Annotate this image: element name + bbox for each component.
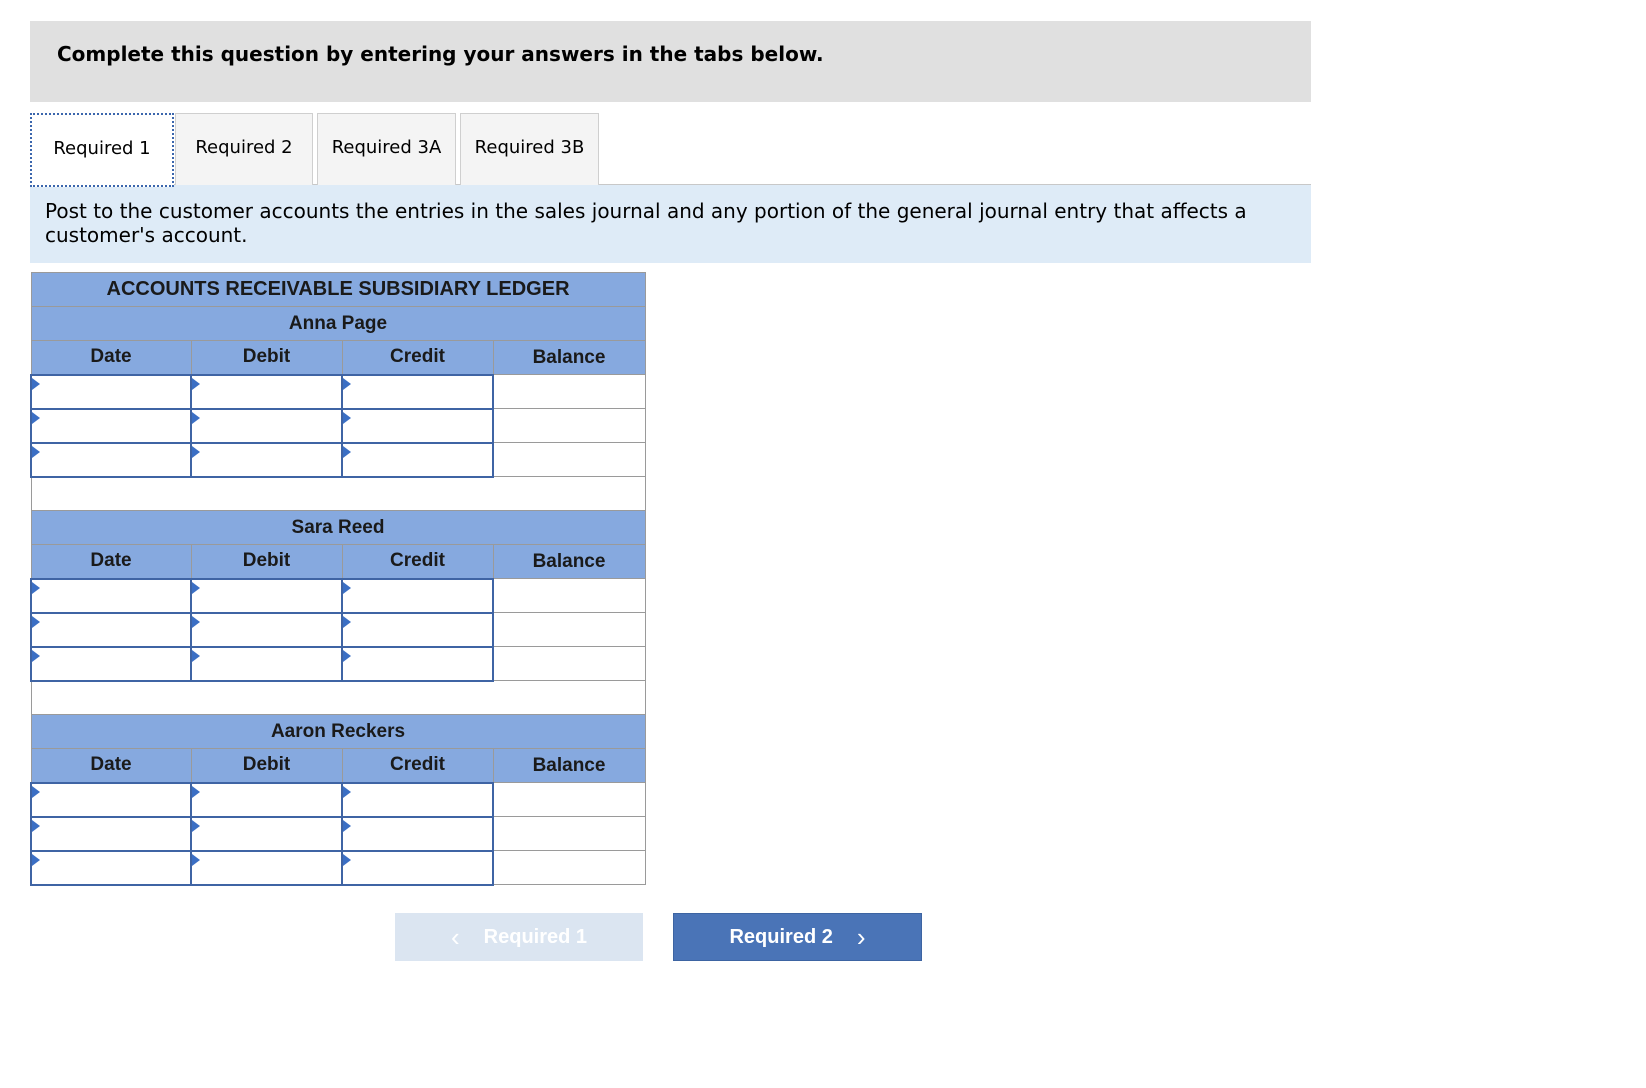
debit-input[interactable] [191,443,342,477]
ledger-row [31,613,645,647]
ledger-spacer [31,681,645,715]
col-header-balance: Balance [493,341,645,375]
balance-cell [493,817,645,851]
ledger-row [31,783,645,817]
balance-cell [493,851,645,885]
col-header-date: Date [31,341,191,375]
credit-input[interactable] [342,783,493,817]
ledger-row [31,409,645,443]
chevron-left-icon: ‹ [450,922,460,952]
date-input[interactable] [31,817,191,851]
col-header-credit: Credit [342,545,493,579]
date-input[interactable] [31,579,191,613]
credit-input[interactable] [342,647,493,681]
ledger-row [31,375,645,409]
account-name-sara-reed: Sara Reed [31,511,645,545]
ledger-row [31,443,645,477]
balance-cell [493,375,645,409]
account-name-aaron-reckers: Aaron Reckers [31,715,645,749]
debit-input[interactable] [191,647,342,681]
prev-required-1-button[interactable] [395,913,643,961]
instruction-text: Post to the customer accounts the entries in the sales journal and any portion of the general journal entry that affects a customer's account. [45,199,1247,247]
col-header-debit: Debit [191,341,342,375]
next-button-label: Required 2 [729,925,833,948]
debit-input[interactable] [191,817,342,851]
tab-required-3a[interactable]: Required 3A [317,113,456,185]
credit-input[interactable] [342,443,493,477]
account-name-anna-page: Anna Page [31,307,645,341]
ledger-title: ACCOUNTS RECEIVABLE SUBSIDIARY LEDGER [31,273,645,307]
next-required-2-button[interactable] [673,913,922,961]
tab-required-1[interactable]: Required 1 [30,113,174,187]
col-header-balance: Balance [493,545,645,579]
date-input[interactable] [31,409,191,443]
ledger-row [31,647,645,681]
credit-input[interactable] [342,851,493,885]
prev-button-label: Required 1 [483,925,588,948]
col-header-debit: Debit [191,749,342,783]
balance-cell [493,409,645,443]
ledger-row [31,851,645,885]
ar-subsidiary-ledger [30,272,646,886]
date-input[interactable] [31,375,191,409]
debit-input[interactable] [191,783,342,817]
balance-cell [493,647,645,681]
date-input[interactable] [31,647,191,681]
balance-cell [493,443,645,477]
date-input[interactable] [31,783,191,817]
col-header-date: Date [31,749,191,783]
date-input[interactable] [31,613,191,647]
credit-input[interactable] [342,817,493,851]
instructions-header [30,21,1311,102]
debit-input[interactable] [191,579,342,613]
tab-required-2[interactable]: Required 2 [175,113,313,185]
instruction-panel [30,185,1311,263]
credit-input[interactable] [342,409,493,443]
header-title: Complete this question by entering your answers in the tabs below. [57,42,824,66]
col-header-debit: Debit [191,545,342,579]
balance-cell [493,579,645,613]
col-header-balance: Balance [493,749,645,783]
ledger-row [31,579,645,613]
credit-input[interactable] [342,375,493,409]
tab-required-3b[interactable]: Required 3B [460,113,599,185]
date-input[interactable] [31,443,191,477]
date-input[interactable] [31,851,191,885]
debit-input[interactable] [191,375,342,409]
credit-input[interactable] [342,579,493,613]
debit-input[interactable] [191,851,342,885]
ledger-spacer [31,477,645,511]
debit-input[interactable] [191,409,342,443]
col-header-credit: Credit [342,749,493,783]
tab-bar [30,113,1311,185]
debit-input[interactable] [191,613,342,647]
chevron-right-icon: › [856,922,866,952]
balance-cell [493,613,645,647]
col-header-date: Date [31,545,191,579]
balance-cell [493,783,645,817]
credit-input[interactable] [342,613,493,647]
ledger-row [31,817,645,851]
col-header-credit: Credit [342,341,493,375]
